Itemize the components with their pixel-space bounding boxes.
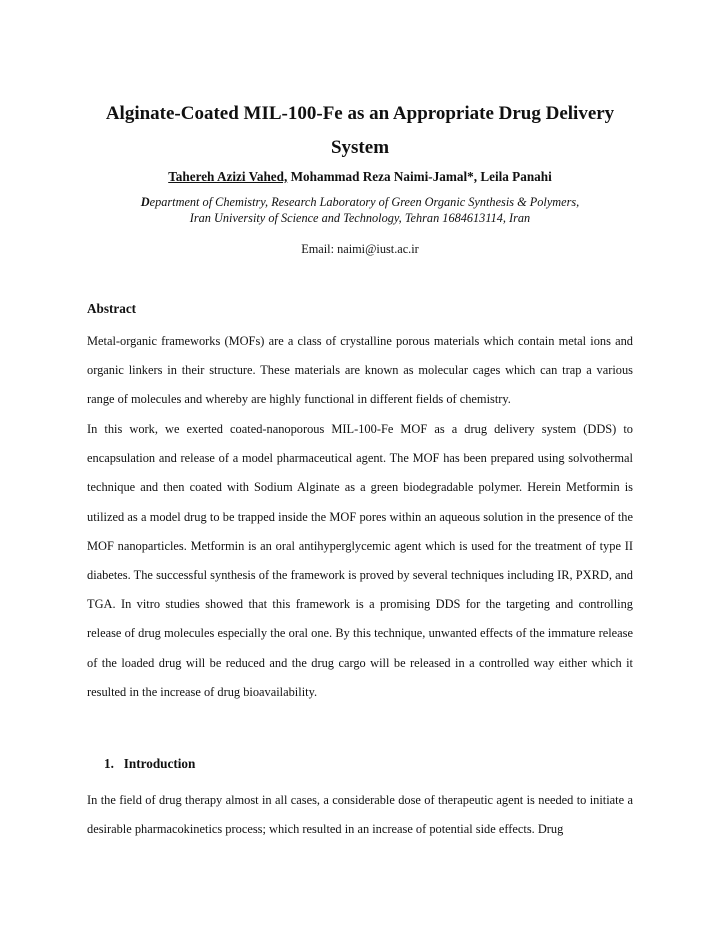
paper-title-line-2: System bbox=[330, 137, 390, 158]
affiliation-line-1-text: epartment of Chemistry, Research Laboratory of Green Organic Synthesis & Polymers, bbox=[149, 195, 580, 209]
abstract-paragraph-2: In this work, we exerted coated-nanoporous MIL-100-Fe MOF as a drug delivery system (DDS) to encapsulation and release of a model pharmaceutical agent. The MOF has been prepared using solvothermal technique and then coated with Sodium Alginate as a green biodegradable polymer. Herein Metformin is utilized as a model drug to be trapped inside the MOF pores within an aqueous solution in the presence of the MOF nanoparticles. Metformin is an oral antihyperglycemic agent which is used for the treatment of type II diabetes. The successful synthesis of the framework is proved by several techniques including IR, PXRD, and TGA. In vitro studies showed that this framework is a promising DDS for the targeting and controlling release of drug molecules especially the oral one. By this technique, unwanted effects of the immature release of the loaded drug will be reduced and the drug cargo will be released in a controlled way either which it resulted in the increase of drug bioavailability. bbox=[87, 422, 633, 699]
introduction-paragraph-1: In the field of drug therapy almost in all cases, a considerable dose of therapeutic agent is needed to initiate a desirable pharmacokinetics process; which resulted in an increase of potential side effects. Drug bbox=[87, 793, 633, 837]
abstract-heading: Abstract bbox=[87, 301, 137, 316]
contact-email: Email: naimi@iust.ac.ir bbox=[301, 242, 419, 256]
abstract-paragraph-1: Metal-organic frameworks (MOFs) are a class of crystalline porous materials which contain metal ions and organic linkers in their structure. These materials are known as molecular cages which can trap a various range of molecules and whereby are highly functional in different fields of chemistry. bbox=[87, 334, 633, 407]
affiliation-line-1 bbox=[40, 194, 680, 210]
introduction-heading: 1. Introduction bbox=[104, 756, 196, 771]
other-authors: Mohammad Reza Naimi-Jamal*, Leila Panahi bbox=[287, 169, 552, 184]
affiliation-line-2: Iran University of Science and Technology, Tehran 1684613114, Iran bbox=[189, 211, 531, 225]
author-list bbox=[40, 168, 680, 186]
affiliation-initial: D bbox=[140, 195, 150, 209]
paper-title-line-1: Alginate-Coated MIL-100-Fe as an Appropriate Drug Delivery bbox=[105, 103, 615, 124]
paper-title bbox=[60, 97, 660, 165]
first-author: Tahereh Azizi Vahed, bbox=[168, 169, 288, 184]
